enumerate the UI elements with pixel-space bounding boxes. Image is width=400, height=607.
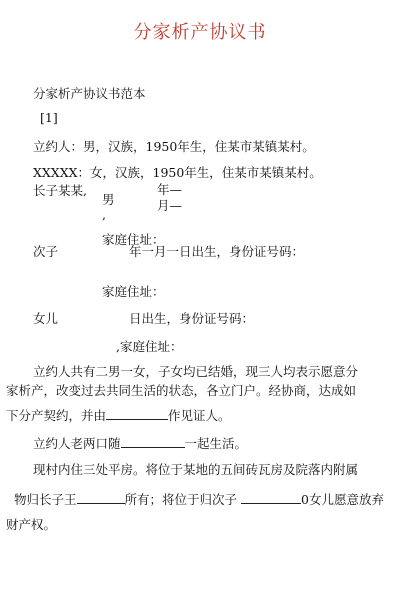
paragraph-1-line-1: 立约人共有二男一女，子女均已结婚，现三人均表示愿意分 — [33, 364, 359, 379]
eldest-son-gender: 男 — [102, 192, 115, 207]
party-1-line: 立约人：男，汉族，1950年生，住某市某镇某村。 — [33, 139, 315, 154]
paragraph-3-line-3: 财产权。 — [6, 517, 57, 532]
eldest-son-label: 长子某某, — [33, 183, 87, 198]
paragraph-3-line-2-b: 所有；将位于归次子 — [124, 492, 238, 507]
section-index: [1] — [40, 110, 58, 125]
second-son-label: 次子 — [33, 244, 59, 259]
witness-blank — [106, 407, 168, 420]
eldest-son-month: 月— — [157, 198, 183, 213]
paragraph-2-start: 立约人老两口随 — [33, 436, 121, 451]
paragraph-1-line-3-end: 作见证人。 — [168, 408, 231, 423]
address-1: 家庭住址： — [102, 232, 165, 247]
document-title: 分家析产协议书 — [133, 22, 267, 43]
paragraph-1-line-2: 家析产，改变过去共同生活的状态，各立门户。经协商，达成如 — [6, 383, 357, 398]
paragraph-2-end: 一起生活。 — [184, 436, 248, 451]
eldest-name-blank — [77, 491, 125, 504]
eldest-son-comma: , — [102, 207, 106, 222]
paragraph-1-line-3-start: 下分产契约，并由 — [6, 408, 107, 423]
party-2-line: XXXXX：女，汉族，1950年生，住某市某镇某村。 — [33, 165, 322, 180]
address-3: ,家庭住址： — [116, 339, 183, 354]
eldest-son-year: 年— — [157, 182, 183, 197]
paragraph-3-line-2 — [14, 491, 384, 508]
live-with-blank — [121, 435, 185, 448]
document-subtitle: 分家析产协议书范本 — [33, 86, 146, 101]
paragraph-3-line-1: 现村内住三处平房。将位于某地的五间砖瓦房及院落内附属 — [33, 462, 359, 477]
daughter-birth: 日出生，身份证号码： — [129, 311, 255, 326]
paragraph-3-line-2-a: 物归长子王 — [14, 492, 77, 507]
paragraph-2 — [33, 435, 247, 452]
paragraph-1-line-3 — [6, 407, 231, 424]
paragraph-3-line-2-c: 0女儿愿意放弃 — [301, 492, 384, 507]
second-son-blank — [241, 491, 301, 504]
address-2: 家庭住址： — [102, 284, 165, 299]
daughter-label: 女儿 — [33, 311, 59, 326]
second-son-birth: 年一月一日出生，身份证号码： — [129, 244, 305, 259]
